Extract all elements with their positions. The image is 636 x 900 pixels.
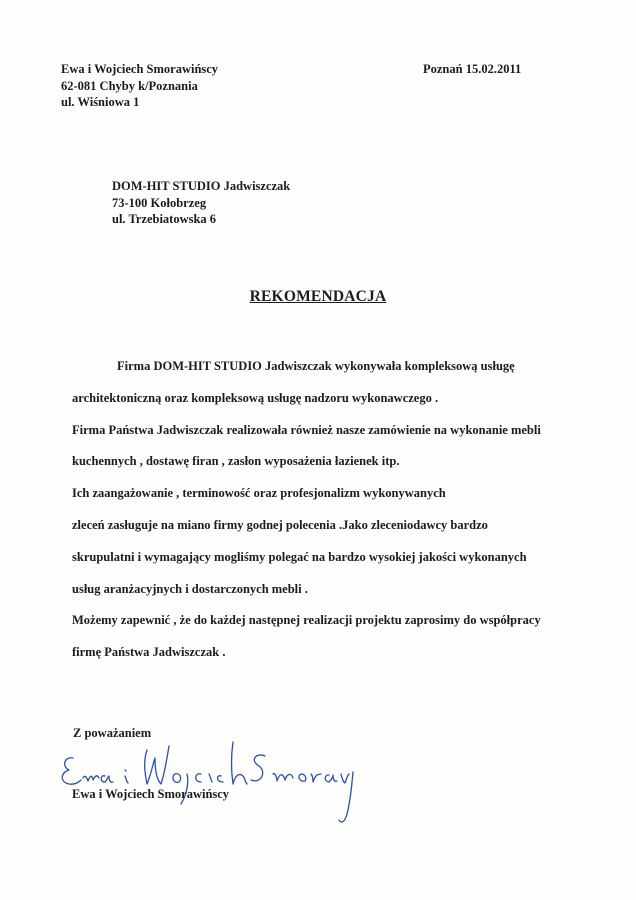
body-line: Ich zaangażowanie , terminowość oraz profesjonalizm wykonywanych <box>72 486 446 501</box>
sender-address-line2: ul. Wiśniowa 1 <box>61 95 140 109</box>
closing-name: Ewa i Wojciech Smorawińscy <box>72 787 230 801</box>
body-line: zleceń zasługuje na miano firmy godnej polecenia .Jako zleceniodawcy bardzo <box>72 517 488 532</box>
sender-address <box>61 61 218 111</box>
recipient-address-line1: 73-100 Kołobrzeg <box>112 195 207 210</box>
sender-address-line1: 62-081 Chyby k/Poznania <box>61 78 198 93</box>
body-line: architektoniczną oraz kompleksową usługę nadzoru wykonawczego . <box>72 390 439 405</box>
body-line: firmę Państwa Jadwiszczak . <box>72 645 226 660</box>
body-line: skrupulatni i wymagający mogliśmy polegać na bardzo wysokiej jakości wykonanych <box>72 549 527 564</box>
closing-phrase: Z poważaniem <box>73 726 152 740</box>
letter-body <box>72 358 541 676</box>
letter-title: REKOMENDACJA <box>249 288 387 305</box>
body-line: usług aranżacyjnych i dostarczonych mebli . <box>72 581 308 596</box>
sender-name: Ewa i Wojciech Smorawińscy <box>61 62 219 76</box>
signature-strokes <box>62 742 353 822</box>
recipient-address-line2: ul. Trzebiatowska 6 <box>112 212 217 226</box>
recipient-name: DOM-HIT STUDIO Jadwiszczak <box>112 179 291 193</box>
recipient-address <box>112 178 290 228</box>
body-line: Możemy zapewnić , że do każdej następnej realizacji projektu zaprosimy do współpracy <box>72 613 541 628</box>
letter-date: Poznań 15.02.2011 <box>423 62 522 76</box>
body-line: Firma DOM-HIT STUDIO Jadwiszczak wykonywała kompleksową usługę <box>117 359 515 373</box>
handwritten-signature <box>55 728 365 828</box>
body-line: kuchennych , dostawę firan , zasłon wyposażenia łazienek itp. <box>72 454 400 469</box>
body-line: Firma Państwa Jadwiszczak realizowała również nasze zamówienie na wykonanie mebli <box>72 422 541 437</box>
